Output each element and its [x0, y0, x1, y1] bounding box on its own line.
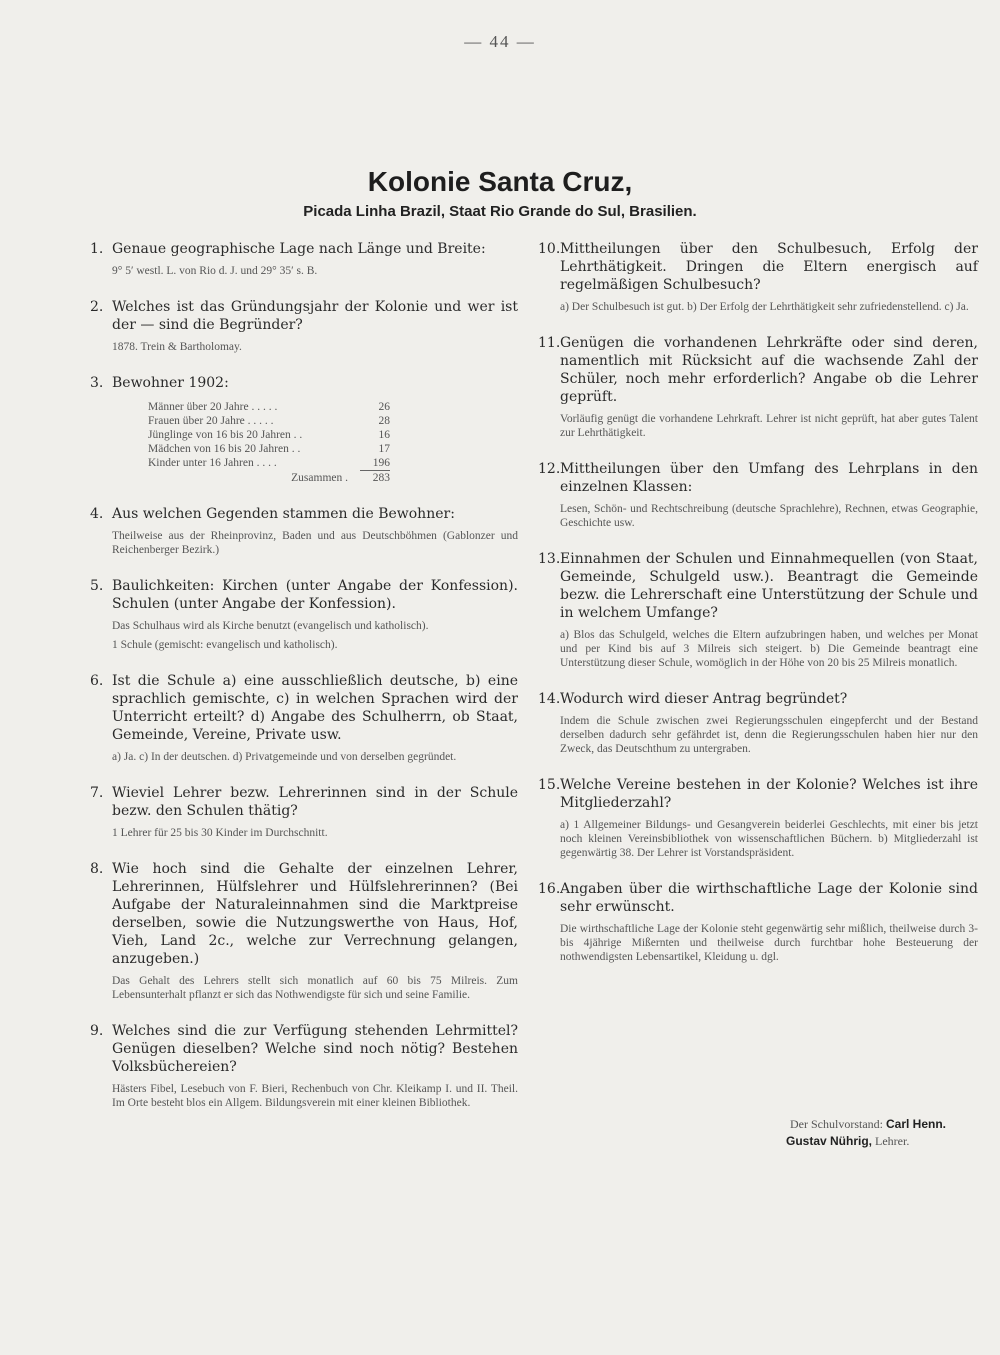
answer-text: Theilweise aus der Rheinprovinz, Baden und aus Deutschböhmen (Gablonzer und Reichenberger Bezirk.)	[112, 530, 518, 556]
question-number: 10.	[538, 241, 561, 257]
question-11	[538, 334, 978, 440]
question-7	[90, 784, 518, 840]
question-number: 2.	[90, 299, 104, 315]
question-number: 16.	[538, 881, 561, 897]
table-row: Männer über 20 Jahre . . . . . 26	[148, 401, 390, 413]
answer-text: Das Gehalt des Lehrers stellt sich monatlich auf 60 bis 75 Milreis. Zum Lebensunterhalt pflanzt er sich das Nothwendigste für sich und seine Familie.	[112, 975, 518, 1001]
answer-text: a) 1 Allgemeiner Bildungs- und Gesangverein beiderlei Geschlechts, mit einer bis jetzt noch kleinen Vereinsbibliothek von wissenschaftlichen Büchern. b) Mitgliederzahl ist gegenwärtig 38. Der Lehrer ist Vorstandspräsident.	[560, 819, 978, 859]
question-text: Ist die Schule a) eine ausschließlich deutsche, b) eine sprachlich gemischte, c) in welchen Sprachen wird der Unterricht erteilt? d) Angabe des Schulherrn, ob Staat, Gemeinde, Vereine, Private usw.	[112, 673, 518, 743]
answer-text: a) Der Schulbesuch ist gut. b) Der Erfolg der Lehrthätigkeit sehr zufriedenstellend. c) Ja.	[560, 301, 969, 313]
table-row: Frauen über 20 Jahre . . . . . 28	[148, 415, 390, 427]
question-8	[90, 860, 518, 1002]
answer-text: Indem die Schule zwischen zwei Regierungsschulen eingepfercht und der Bestand derselben dadurch sehr gefährdet ist, denn die Regierungsschulen haben hier nur den Zweck, das Deutschthum zu untergraben.	[560, 715, 978, 755]
table-row: Kinder unter 16 Jahren . . . . 196	[148, 457, 390, 470]
question-number: 8.	[90, 861, 104, 877]
signature-name-1: Carl Henn.	[885, 1117, 946, 1131]
question-text: Welches ist das Gründungsjahr der Kolonie und wer ist der — sind die Begründer?	[112, 299, 518, 333]
question-number: 7.	[90, 785, 104, 801]
question-12	[538, 460, 978, 530]
question-14	[538, 690, 978, 756]
question-15	[538, 776, 978, 860]
answer-text: Vorläufig genügt die vorhandene Lehrkraft. Lehrer ist nicht geprüft, hat aber gutes Talent zur Lehrthätigkeit.	[560, 413, 978, 439]
question-number: 11.	[538, 335, 561, 351]
answer-text: Lesen, Schön- und Rechtschreibung (deutsche Sprachlehre), Rechnen, etwas Geographie, Geschichte usw.	[560, 503, 978, 529]
answer-text: Das Schulhaus wird als Kirche benutzt (evangelisch und katholisch). 1 Schule (gemischt: evangelisch und katholisch).	[112, 620, 429, 651]
question-number: 5.	[90, 578, 104, 594]
question-number: 15.	[538, 777, 561, 793]
question-10	[538, 240, 978, 314]
question-16	[538, 880, 978, 964]
question-text: Einnahmen der Schulen und Einnahmequellen (von Staat, Gemeinde, Schulgeld usw.). Beantragt die Gemeinde bezw. die Lehrerschaft eine Unterstützung der Schule und in welchem Umfange?	[560, 551, 978, 621]
question-number: 6.	[90, 673, 104, 689]
signature-role: Lehrer.	[875, 1134, 910, 1148]
answer-text: Hästers Fibel, Lesebuch von F. Bieri, Rechenbuch von Chr. Kleikamp I. und II. Theil. Im Orte besteht blos ein Allgem. Bildungsverein mit einer kleinen Bibliothek.	[112, 1083, 518, 1109]
question-text: Genaue geographische Lage nach Länge und Breite:	[112, 241, 486, 257]
left-column	[90, 240, 518, 1130]
question-9	[90, 1022, 518, 1110]
answer-text: 1 Lehrer für 25 bis 30 Kinder im Durchschnitt.	[112, 827, 328, 839]
question-text: Welches sind die zur Verfügung stehenden Lehrmittel? Genügen dieselben? Welche sind noch nötig? Bestehen Volksbüchereien?	[112, 1023, 518, 1075]
question-text: Baulichkeiten: Kirchen (unter Angabe der Konfession). Schulen (unter Angabe der Konfession).	[112, 578, 518, 612]
page-title: Kolonie Santa Cruz,	[367, 166, 633, 197]
question-number: 12.	[538, 461, 561, 477]
question-2	[90, 298, 518, 354]
table-row: Mädchen von 16 bis 20 Jahren . . 17	[148, 443, 390, 455]
question-number: 1.	[90, 241, 104, 257]
question-number: 4.	[90, 506, 104, 522]
question-text: Bewohner 1902:	[112, 375, 229, 391]
question-5	[90, 577, 518, 652]
answer-text: Die wirthschaftliche Lage der Kolonie steht gegenwärtig sehr mißlich, theilweise durch 3- bis 4jährige Mißernten und theilweise durch furchtbar hohe Besteuerung der nothwendigsten Lebensartikel, Kleidung u. dgl.	[560, 923, 978, 963]
question-number: 13.	[538, 551, 561, 567]
signature-name-2: Gustav Nührig,	[786, 1134, 873, 1148]
page-number: — 44 —	[464, 32, 536, 51]
question-number: 3.	[90, 375, 104, 391]
question-3	[90, 374, 518, 485]
question-text: Wieviel Lehrer bezw. Lehrerinnen sind in der Schule bezw. den Schulen thätig?	[112, 785, 518, 819]
question-text: Wie hoch sind die Gehalte der einzelnen Lehrer, Lehrerinnen, Hülfslehrer und Hülfslehrerinnen? (Bei Aufgabe der Naturaleinnahmen sind die Marktpreise derselben, sowie die Nutzungswerthe von Haus, Hof, Vieh, Land 2c., welche zur Verrechnung gelangen, anzugeben.)	[112, 861, 518, 967]
right-column	[538, 240, 978, 984]
question-text: Welche Vereine bestehen in der Kolonie? Welches ist ihre Mitgliederzahl?	[560, 777, 978, 811]
table-row: Jünglinge von 16 bis 20 Jahren . . 16	[148, 429, 390, 441]
question-number: 14.	[538, 691, 561, 707]
question-4	[90, 505, 518, 557]
question-text: Mittheilungen über den Schulbesuch, Erfolg der Lehrthätigkeit. Dringen die Eltern energisch auf regelmäßigen Schulbesuch?	[560, 241, 978, 293]
answer-text: 9° 5′ westl. L. von Rio d. J. und 29° 35′ s. B.	[112, 265, 318, 277]
page-subtitle: Picada Linha Brazil, Staat Rio Grande do Sul, Brasilien.	[303, 203, 697, 220]
question-text: Wodurch wird dieser Antrag begründet?	[560, 691, 848, 707]
table-total-row: Zusammen . 283	[291, 471, 390, 484]
question-6	[90, 672, 518, 764]
signature-label: Der Schulvorstand:	[790, 1117, 883, 1131]
question-text: Angaben über die wirthschaftliche Lage der Kolonie sind sehr erwünscht.	[560, 881, 978, 915]
signature-block	[700, 1116, 980, 1150]
answer-text: 1878. Trein & Bartholomay.	[112, 341, 242, 353]
question-1	[90, 240, 518, 278]
population-table	[148, 400, 390, 485]
question-13	[538, 550, 978, 670]
question-text: Genügen die vorhandenen Lehrkräfte oder sind deren, namentlich mit Rücksicht auf die wachsende Zahl der Schüler, noch mehr erforderlich? Angabe ob die Lehrer geprüft.	[560, 335, 978, 405]
question-number: 9.	[90, 1023, 104, 1039]
question-text: Aus welchen Gegenden stammen die Bewohner:	[112, 506, 455, 522]
question-text: Mittheilungen über den Umfang des Lehrplans in den einzelnen Klassen:	[560, 461, 978, 495]
answer-text: a) Ja. c) In der deutschen. d) Privatgemeinde und von derselben gegründet.	[112, 751, 457, 763]
answer-text: a) Blos das Schulgeld, welches die Eltern aufzubringen haben, und welches per Monat und per Kind bis auf 3 Milreis sich steigert. b) Die Gemeinde beantragt eine Unterstützung dieser Schule, womöglich in der Höhe von 20 bis 25 Milreis monatlich.	[560, 629, 978, 669]
